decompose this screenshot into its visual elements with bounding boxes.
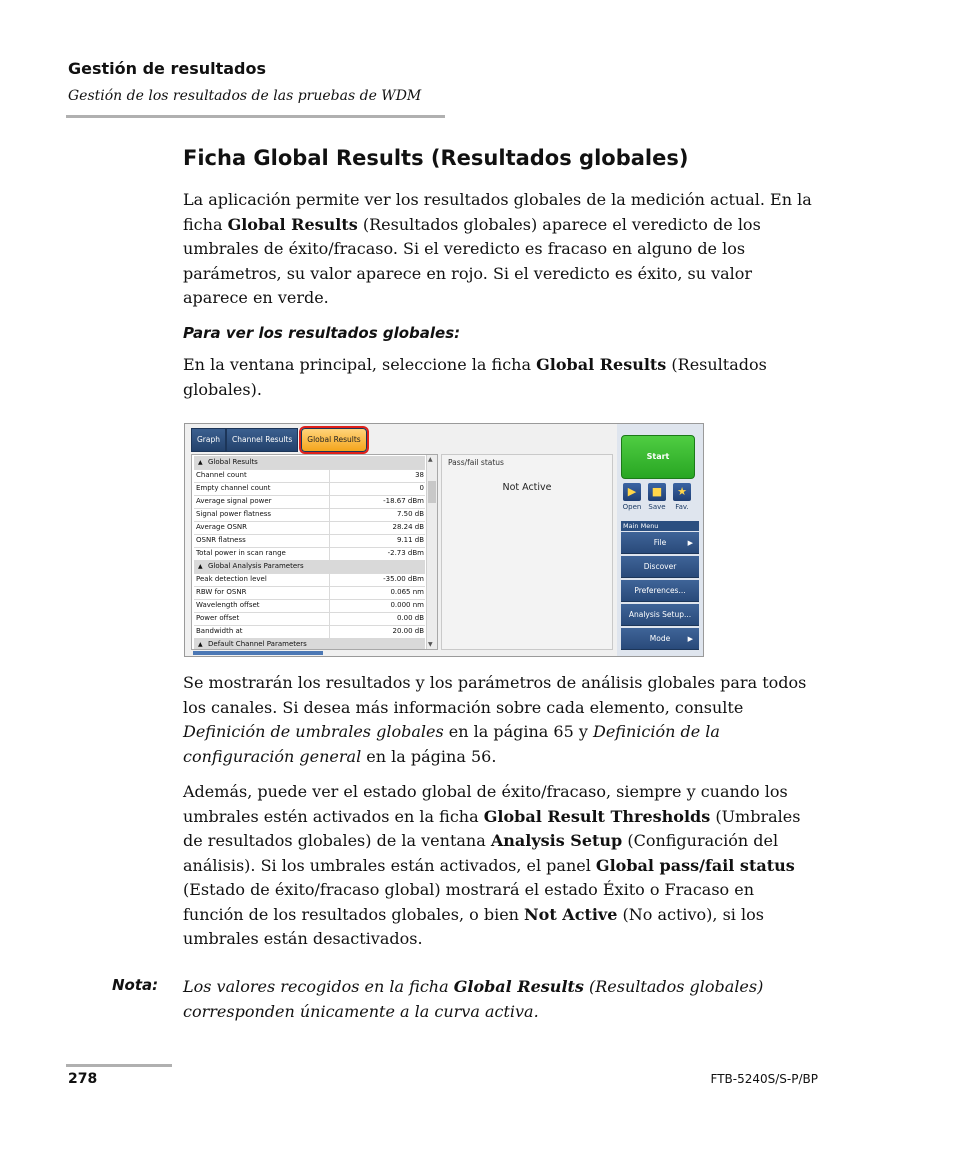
result-tabs (191, 428, 367, 452)
row-value: 9.11 dB (329, 534, 426, 547)
grid-group-header[interactable] (194, 638, 425, 650)
grid-row (194, 612, 425, 626)
tab-graph[interactable]: Graph (191, 428, 226, 452)
open-button[interactable]: ▶ Open (622, 485, 642, 511)
collapse-caret-icon[interactable]: ▲ (198, 563, 203, 570)
menu-item-label: Analysis Setup... (628, 610, 692, 619)
row-value: 20.00 dB (329, 625, 426, 638)
page-number: 278 (68, 1071, 98, 1087)
row-label: Peak detection level (196, 575, 267, 583)
group-label: Global Analysis Parameters (208, 562, 304, 570)
row-label: OSNR flatness (196, 536, 246, 544)
scroll-thumb[interactable] (428, 481, 436, 503)
submenu-arrow-icon: ▶ (687, 635, 693, 643)
grid-row (194, 625, 425, 639)
menu-item-discover[interactable] (621, 556, 699, 578)
thresholds-paragraph: Además, puede ver el estado global de éxito/fracaso, siempre y cuando los umbrales estén activados en la ficha Global Result Thresholds (Umbrales de resultados globales) de la ventana Analysis Setup (Configuración del análisis). Si los umbrales están activados, el panel Global pass/fail status (Estado de éxito/fracaso global) mostrará el estado Éxito o Fracaso en función de los resultados globales, o bien Not Active (No activo), si los umbrales están desactivados. (183, 782, 801, 948)
pass-fail-status: Not Active (502, 482, 552, 493)
save-button[interactable]: ■ Save (648, 485, 666, 511)
row-label: Total power in scan range (196, 549, 286, 557)
intro-paragraph: La aplicación permite ver los resultados globales de la medición actual. En la ficha Global Results (Resultados globales) aparece el veredicto de los umbrales de éxito/fracaso. Si el veredicto es fracaso en alguno de los parámetros, su valor aparece en rojo. Si el veredicto es éxito, su valor aparece en verde. (183, 190, 812, 307)
row-value: -35.00 dBm (329, 573, 426, 586)
grid-group-header[interactable] (194, 456, 425, 470)
row-value: 28.24 dB (329, 521, 426, 534)
row-label: RBW for OSNR (196, 588, 247, 596)
row-value: 38 (329, 469, 426, 482)
row-value: 0.065 nm (329, 586, 426, 599)
results-paragraph: Se mostrarán los resultados y los parámetros de análisis globales para todos los canales. Si desea más información sobre cada elemento, consulte Definición de umbrales globales en la página 65 y Definición de la configuración general en la página 56. (183, 673, 807, 766)
menu-item-preferences[interactable] (621, 580, 699, 602)
grid-row (194, 482, 425, 496)
menu-item-mode[interactable] (621, 628, 699, 650)
grid-row (194, 586, 425, 600)
grid-row (194, 495, 425, 509)
row-value: -2.73 dBm (329, 547, 426, 560)
row-label: Power offset (196, 614, 240, 622)
row-value: -18.67 dBm (329, 495, 426, 508)
group-label: Global Results (208, 458, 258, 466)
menu-item-analysis-setup[interactable] (621, 604, 699, 626)
row-label: Channel count (196, 471, 247, 479)
global-results-screenshot (184, 423, 704, 657)
scroll-down-icon[interactable]: ▼ (428, 641, 433, 648)
footer-rule (66, 1064, 172, 1067)
grid-row (194, 547, 425, 561)
grid-group-header[interactable] (194, 560, 425, 574)
menu-item-label: Preferences... (634, 586, 686, 595)
row-value: 0.00 dB (329, 612, 426, 625)
scroll-up-icon[interactable]: ▲ (428, 456, 433, 463)
grid-row (194, 534, 425, 548)
grid-row (194, 521, 425, 535)
row-label: Bandwidth at (196, 627, 243, 635)
collapse-caret-icon[interactable]: ▲ (198, 641, 203, 648)
horizontal-scrollbar[interactable] (193, 651, 323, 655)
note-text: Los valores recogidos en la ficha Global Results (Resultados globales) corresponden únicamente a la curva activa. (183, 977, 764, 1021)
star-icon: ★ (673, 483, 691, 501)
row-value: 7.50 dB (329, 508, 426, 521)
row-value: 0 (329, 482, 426, 495)
collapse-caret-icon[interactable]: ▲ (198, 459, 203, 466)
grid-row (194, 573, 425, 587)
global-results-grid (191, 454, 438, 650)
note-label: Nota: (112, 976, 159, 994)
menu-item-label: Mode (649, 634, 671, 643)
grid-scrollbar[interactable] (426, 455, 437, 649)
row-label: Average signal power (196, 497, 272, 505)
save-icon: ■ (648, 483, 666, 501)
running-header-subtitle: Gestión de los resultados de las pruebas de WDM (68, 88, 422, 104)
tab-global-results[interactable]: Global Results (301, 428, 366, 452)
section-title: Ficha Global Results (Resultados globales) (183, 146, 689, 170)
grid-row (194, 469, 425, 483)
procedure-title: Para ver los resultados globales: (183, 324, 461, 342)
running-header-title: Gestión de resultados (68, 59, 267, 78)
row-label: Empty channel count (196, 484, 271, 492)
right-panel (617, 424, 703, 656)
pass-fail-title: Pass/fail status (448, 458, 504, 467)
submenu-arrow-icon: ▶ (687, 539, 693, 547)
menu-item-label: Discover (643, 562, 677, 571)
row-label: Average OSNR (196, 523, 248, 531)
header-rule (66, 115, 445, 118)
tab-channel-results[interactable]: Channel Results (226, 428, 298, 452)
row-label: Signal power flatness (196, 510, 272, 518)
favorites-button[interactable]: ★ Fav. (671, 483, 693, 513)
footer-model: FTB-5240S/S-P/BP (710, 1072, 818, 1086)
start-button[interactable]: Start (621, 435, 695, 479)
procedure-step: En la ventana principal, seleccione la ficha Global Results (Resultados globales). (183, 355, 767, 399)
row-label: Wavelength offset (196, 601, 260, 609)
folder-open-icon: ▶ (623, 483, 641, 501)
pass-fail-panel (441, 454, 613, 650)
menu-item-file[interactable] (621, 532, 699, 554)
grid-row (194, 508, 425, 522)
menu-item-label: File (653, 538, 667, 547)
grid-row (194, 599, 425, 613)
group-label: Default Channel Parameters (208, 640, 307, 648)
main-menu-title: Main Menu (621, 521, 699, 531)
row-value: 0.000 nm (329, 599, 426, 612)
